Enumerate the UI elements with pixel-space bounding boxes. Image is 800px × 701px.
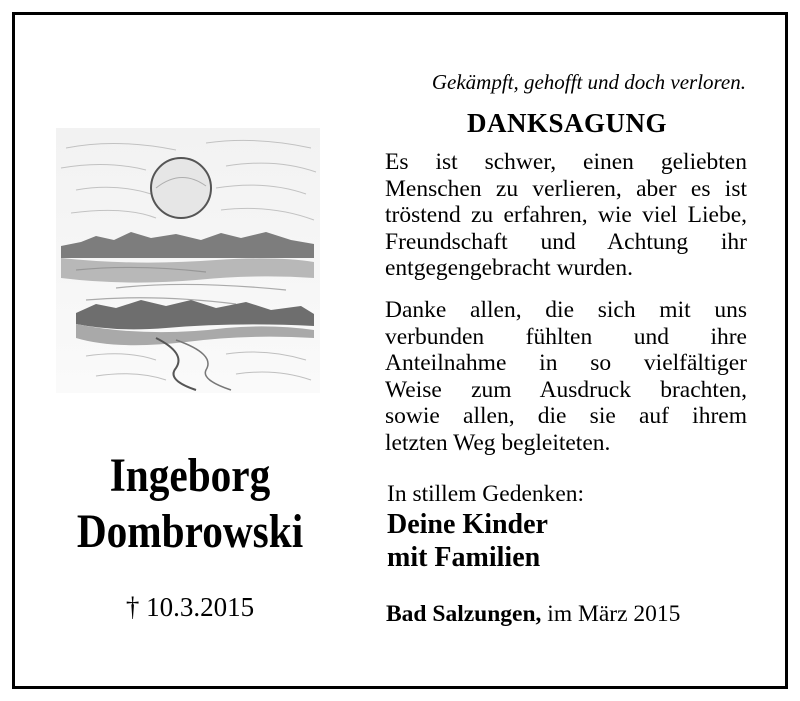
text-line: tröstend zu erfahren, wie viel Liebe, bbox=[385, 202, 747, 228]
heading-danksagung: DANKSAGUNG bbox=[466, 108, 667, 138]
death-date: † 10.3.2015 bbox=[125, 592, 255, 622]
deceased-name bbox=[61, 448, 319, 560]
place-date-text: im März 2015 bbox=[541, 601, 681, 627]
signer-line: Deine Kinder bbox=[387, 509, 548, 540]
thanks-paragraph-2 bbox=[385, 297, 747, 456]
text-line: Danke allen, die sich mit uns bbox=[385, 297, 747, 323]
text-line: Weise zum Ausdruck brachten, bbox=[385, 376, 747, 403]
place-name: Bad Salzungen, bbox=[386, 601, 542, 627]
text-line: entgegengebracht wurden. bbox=[385, 255, 633, 281]
first-name: Ingeborg bbox=[109, 449, 271, 502]
sun-icon bbox=[151, 158, 211, 218]
text-line: Freundschaft und Achtung ihr bbox=[385, 228, 747, 255]
text-line: verbunden fühlten und ihre bbox=[385, 323, 747, 350]
sun-landscape-illustration bbox=[56, 128, 320, 393]
motto: Gekämpft, gehofft und doch verloren. bbox=[431, 70, 746, 94]
text-line: letzten Weg begleiteten. bbox=[385, 429, 611, 456]
last-name: Dombrowski bbox=[76, 505, 304, 558]
text-line: Anteilnahme in so vielfältiger bbox=[385, 350, 747, 376]
text-line: Es ist schwer, einen geliebten bbox=[385, 149, 747, 175]
thanks-paragraph-1 bbox=[385, 149, 747, 282]
text-line: Menschen zu verlieren, aber es ist bbox=[385, 175, 747, 202]
signer-line: mit Familien bbox=[387, 542, 541, 573]
text-line: sowie allen, die sie auf ihrem bbox=[385, 403, 747, 429]
place-date bbox=[386, 601, 680, 628]
in-memory-label: In stillem Gedenken: bbox=[387, 481, 585, 507]
signers bbox=[387, 508, 548, 574]
